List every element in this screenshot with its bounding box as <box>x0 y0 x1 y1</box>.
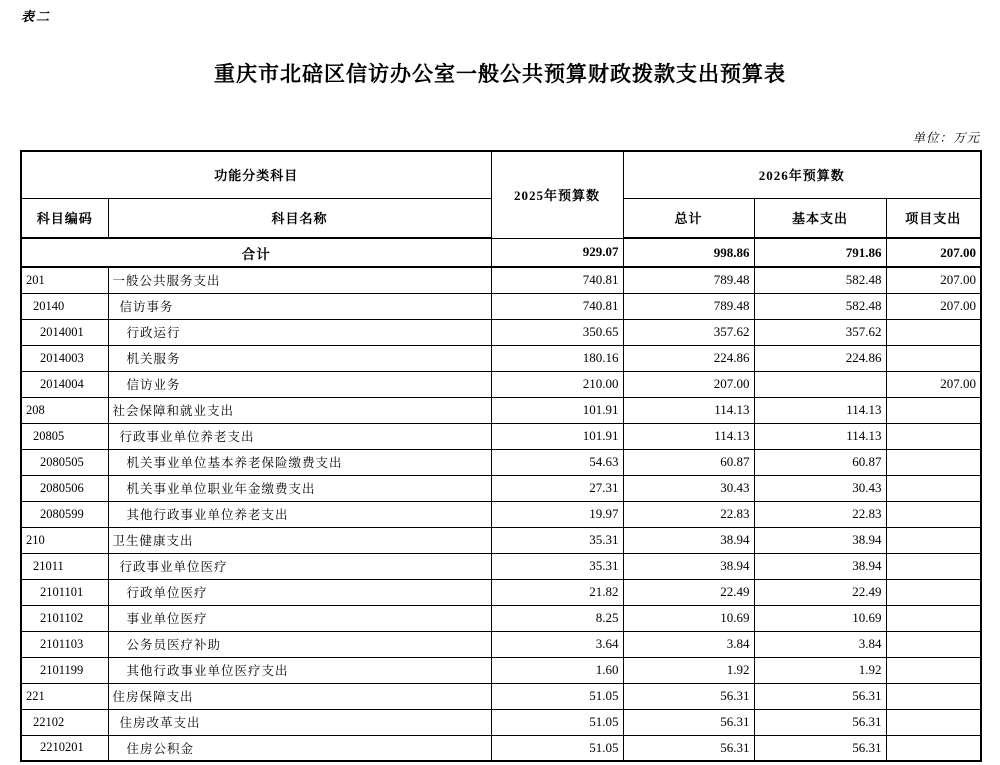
cell-basic: 56.31 <box>754 735 886 761</box>
cell-code: 21011 <box>21 553 108 579</box>
cell-project <box>886 397 981 423</box>
cell-basic: 56.31 <box>754 683 886 709</box>
cell-2025: 740.81 <box>491 267 623 293</box>
cell-name: 机关事业单位基本养老保险缴费支出 <box>108 449 491 475</box>
unit-label: 单位：万元 <box>912 131 980 145</box>
cell-project <box>886 527 981 553</box>
header-total: 总计 <box>623 198 754 238</box>
table-row <box>21 631 981 657</box>
page-title: 重庆市北碚区信访办公室一般公共预算财政拨款支出预算表 <box>214 63 786 86</box>
cell-total: 10.69 <box>623 605 754 631</box>
header-2026-group: 2026年预算数 <box>623 151 981 198</box>
cell-2025: 740.81 <box>491 293 623 319</box>
cell-code: 2014003 <box>21 345 108 371</box>
cell-basic: 60.87 <box>754 449 886 475</box>
table-row <box>21 527 981 553</box>
cell-2025: 101.91 <box>491 397 623 423</box>
table-row <box>21 397 981 423</box>
cell-total: 207.00 <box>623 371 754 397</box>
cell-total: 357.62 <box>623 319 754 345</box>
cell-code: 20140 <box>21 293 108 319</box>
cell-code: 2080599 <box>21 501 108 527</box>
cell-project <box>886 449 981 475</box>
cell-2025: 1.60 <box>491 657 623 683</box>
budget-table <box>20 150 982 762</box>
total-row-total: 998.86 <box>623 238 754 267</box>
cell-project <box>886 683 981 709</box>
header-name: 科目名称 <box>108 198 491 238</box>
cell-name: 信访事务 <box>108 293 491 319</box>
total-row-project: 207.00 <box>886 238 981 267</box>
cell-project <box>886 319 981 345</box>
cell-total: 30.43 <box>623 475 754 501</box>
table-row <box>21 657 981 683</box>
cell-2025: 35.31 <box>491 527 623 553</box>
cell-name: 行政运行 <box>108 319 491 345</box>
table-row <box>21 345 981 371</box>
cell-code: 2080506 <box>21 475 108 501</box>
cell-total: 38.94 <box>623 527 754 553</box>
cell-project <box>886 605 981 631</box>
cell-2025: 27.31 <box>491 475 623 501</box>
cell-project <box>886 423 981 449</box>
cell-total: 114.13 <box>623 397 754 423</box>
total-row-basic: 791.86 <box>754 238 886 267</box>
cell-code: 210 <box>21 527 108 553</box>
header-code: 科目编码 <box>21 198 108 238</box>
cell-2025: 21.82 <box>491 579 623 605</box>
cell-code: 2101101 <box>21 579 108 605</box>
cell-basic: 114.13 <box>754 397 886 423</box>
cell-project <box>886 631 981 657</box>
cell-basic: 224.86 <box>754 345 886 371</box>
corner-label: 表二 <box>21 9 52 24</box>
cell-basic: 38.94 <box>754 553 886 579</box>
cell-code: 2014001 <box>21 319 108 345</box>
cell-project: 207.00 <box>886 267 981 293</box>
cell-basic: 114.13 <box>754 423 886 449</box>
cell-basic <box>754 371 886 397</box>
cell-total: 789.48 <box>623 267 754 293</box>
cell-name: 住房保障支出 <box>108 683 491 709</box>
total-row <box>21 238 981 267</box>
table-row <box>21 267 981 293</box>
cell-code: 2210201 <box>21 735 108 761</box>
cell-project <box>886 709 981 735</box>
cell-basic: 38.94 <box>754 527 886 553</box>
table-row <box>21 553 981 579</box>
cell-2025: 51.05 <box>491 709 623 735</box>
cell-basic: 22.49 <box>754 579 886 605</box>
cell-name: 机关服务 <box>108 345 491 371</box>
cell-name: 其他行政事业单位医疗支出 <box>108 657 491 683</box>
cell-code: 22102 <box>21 709 108 735</box>
cell-total: 3.84 <box>623 631 754 657</box>
cell-basic: 56.31 <box>754 709 886 735</box>
cell-project <box>886 735 981 761</box>
cell-2025: 3.64 <box>491 631 623 657</box>
cell-basic: 1.92 <box>754 657 886 683</box>
table-row <box>21 501 981 527</box>
table-row <box>21 319 981 345</box>
cell-project <box>886 345 981 371</box>
table-row <box>21 423 981 449</box>
header-2025: 2025年预算数 <box>491 151 623 238</box>
cell-total: 56.31 <box>623 683 754 709</box>
cell-project: 207.00 <box>886 293 981 319</box>
table-row <box>21 449 981 475</box>
cell-2025: 101.91 <box>491 423 623 449</box>
cell-name: 卫生健康支出 <box>108 527 491 553</box>
cell-name: 机关事业单位职业年金缴费支出 <box>108 475 491 501</box>
cell-total: 789.48 <box>623 293 754 319</box>
cell-code: 2014004 <box>21 371 108 397</box>
cell-code: 2101103 <box>21 631 108 657</box>
cell-name: 一般公共服务支出 <box>108 267 491 293</box>
cell-code: 2101102 <box>21 605 108 631</box>
cell-total: 224.86 <box>623 345 754 371</box>
cell-name: 行政事业单位医疗 <box>108 553 491 579</box>
cell-2025: 54.63 <box>491 449 623 475</box>
cell-name: 住房公积金 <box>108 735 491 761</box>
cell-code: 2101199 <box>21 657 108 683</box>
table-row <box>21 605 981 631</box>
cell-basic: 30.43 <box>754 475 886 501</box>
cell-project <box>886 501 981 527</box>
cell-project <box>886 553 981 579</box>
header-func-group: 功能分类科目 <box>21 151 491 198</box>
header-project: 项目支出 <box>886 198 981 238</box>
table-row <box>21 709 981 735</box>
cell-name: 其他行政事业单位养老支出 <box>108 501 491 527</box>
table-row <box>21 371 981 397</box>
total-row-label: 合计 <box>21 238 491 267</box>
cell-2025: 350.65 <box>491 319 623 345</box>
table-row <box>21 735 981 761</box>
cell-basic: 3.84 <box>754 631 886 657</box>
cell-name: 公务员医疗补助 <box>108 631 491 657</box>
cell-basic: 10.69 <box>754 605 886 631</box>
cell-basic: 582.48 <box>754 293 886 319</box>
cell-2025: 19.97 <box>491 501 623 527</box>
cell-total: 1.92 <box>623 657 754 683</box>
cell-code: 20805 <box>21 423 108 449</box>
cell-code: 221 <box>21 683 108 709</box>
cell-code: 208 <box>21 397 108 423</box>
cell-name: 社会保障和就业支出 <box>108 397 491 423</box>
cell-project <box>886 475 981 501</box>
total-row-2025: 929.07 <box>491 238 623 267</box>
cell-basic: 582.48 <box>754 267 886 293</box>
cell-2025: 180.16 <box>491 345 623 371</box>
cell-total: 60.87 <box>623 449 754 475</box>
cell-code: 2080505 <box>21 449 108 475</box>
cell-total: 56.31 <box>623 709 754 735</box>
cell-basic: 22.83 <box>754 501 886 527</box>
cell-2025: 8.25 <box>491 605 623 631</box>
table-row <box>21 293 981 319</box>
header-basic: 基本支出 <box>754 198 886 238</box>
cell-2025: 51.05 <box>491 735 623 761</box>
cell-2025: 35.31 <box>491 553 623 579</box>
cell-total: 38.94 <box>623 553 754 579</box>
cell-project: 207.00 <box>886 371 981 397</box>
table-row <box>21 683 981 709</box>
cell-code: 201 <box>21 267 108 293</box>
cell-name: 住房改革支出 <box>108 709 491 735</box>
table-row <box>21 475 981 501</box>
cell-total: 22.49 <box>623 579 754 605</box>
header-row-1 <box>21 151 981 198</box>
cell-project <box>886 579 981 605</box>
cell-total: 22.83 <box>623 501 754 527</box>
cell-basic: 357.62 <box>754 319 886 345</box>
cell-2025: 51.05 <box>491 683 623 709</box>
cell-name: 行政单位医疗 <box>108 579 491 605</box>
cell-total: 114.13 <box>623 423 754 449</box>
table-row <box>21 579 981 605</box>
cell-name: 行政事业单位养老支出 <box>108 423 491 449</box>
cell-project <box>886 657 981 683</box>
cell-2025: 210.00 <box>491 371 623 397</box>
cell-name: 信访业务 <box>108 371 491 397</box>
cell-name: 事业单位医疗 <box>108 605 491 631</box>
cell-total: 56.31 <box>623 735 754 761</box>
